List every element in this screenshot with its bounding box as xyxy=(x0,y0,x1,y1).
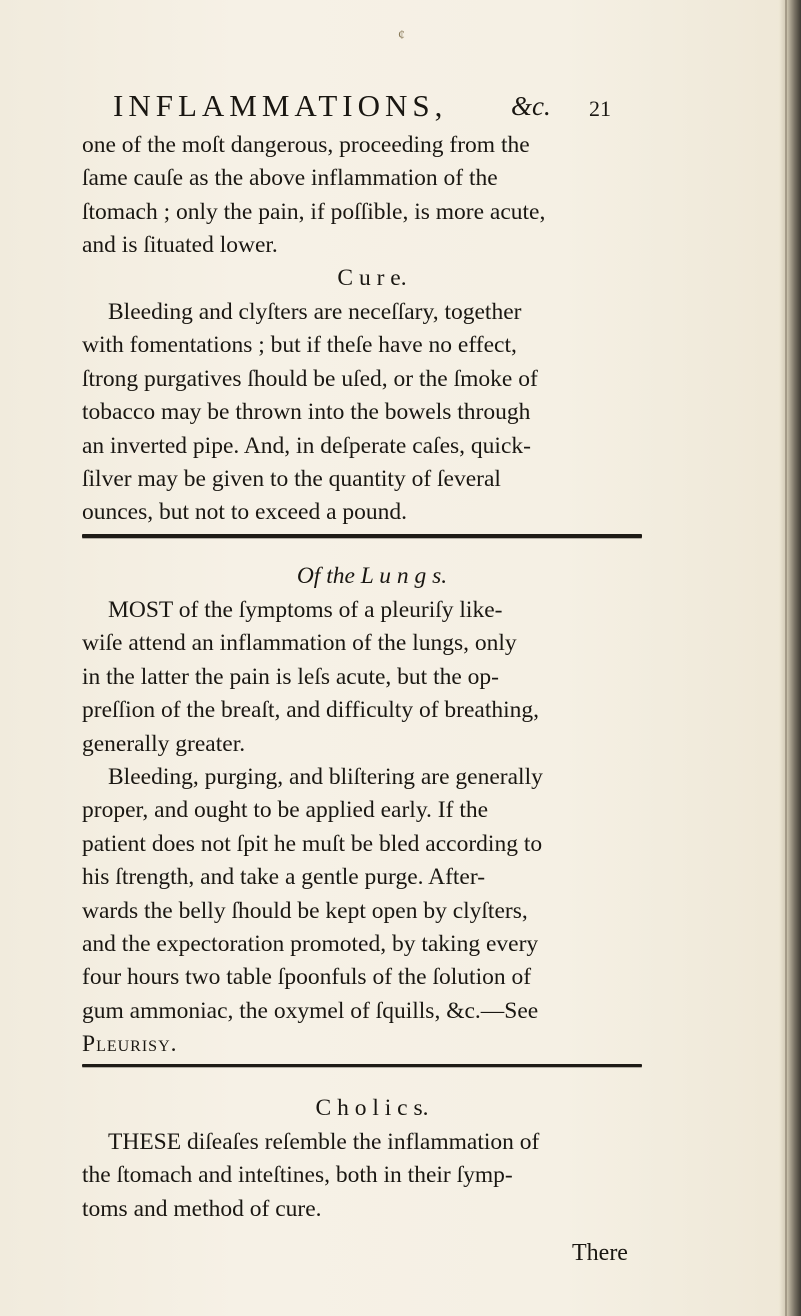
section-heading-cholics: C h o l i c s. xyxy=(315,1095,429,1121)
text-line: ſame cauſe as the above inflammation of the xyxy=(82,165,498,192)
cholics-heading-block xyxy=(82,1092,662,1125)
text-line: and is ſituated lower. xyxy=(82,232,278,259)
text-line: his ſtrength, and take a gentle purge. After- xyxy=(82,864,486,891)
text-line: patient does not ſpit he muſt be bled according to xyxy=(82,830,543,857)
text-line: toms and method of cure. xyxy=(82,1195,322,1222)
running-head xyxy=(113,86,633,126)
running-etc: &c. xyxy=(511,91,551,121)
text-line: one of the moſt dangerous, proceeding from the xyxy=(82,132,530,158)
text-line: generally greater. xyxy=(82,730,246,757)
text-line: ounces, but not to exceed a pound. xyxy=(82,499,407,526)
text-line: an inverted pipe. And, in deſperate caſes, quick- xyxy=(82,432,531,459)
text-line: gum ammoniac, the oxymel of ſquills, &c.—See xyxy=(82,997,539,1024)
top-mark: ¢ xyxy=(398,28,405,43)
text-line: Bleeding and clyſters are neceſſary, together xyxy=(108,299,522,325)
page-edge-shadow xyxy=(779,0,801,1316)
text-line: THESE diſeaſes reſemble the inflammation of xyxy=(108,1129,540,1155)
text-line: Bleeding, purging, and bliſtering are generally xyxy=(108,763,543,790)
lungs-paragraph xyxy=(82,594,662,1061)
text-line: ſtomach ; only the pain, if poſſible, is more acute, xyxy=(82,198,546,225)
page-number: 21 xyxy=(589,96,611,121)
text-line: proper, and ought to be applied early. If the xyxy=(82,797,489,824)
text-line: ſtrong purgatives ſhould be uſed, or the ſmoke of xyxy=(82,365,538,392)
text-line: the ſtomach and inteſtines, both in their ſymp- xyxy=(82,1162,513,1189)
text-line: Pleurisy. xyxy=(82,1031,178,1058)
section-divider xyxy=(82,534,642,538)
section-heading-cure: C u r e. xyxy=(337,265,407,291)
text-line: wards the belly ſhould be kept open by clyſters, xyxy=(82,897,528,924)
opening-paragraph xyxy=(82,129,662,263)
section-divider xyxy=(82,1064,642,1067)
cure-paragraph xyxy=(82,296,662,530)
cholics-paragraph xyxy=(82,1126,662,1226)
text-line: preſſion of the breaſt, and difficulty of breathing, xyxy=(82,697,540,724)
text-line: tobacco may be thrown into the bowels through xyxy=(82,399,531,426)
text-line: with fomentations ; but if theſe have no effect, xyxy=(82,332,517,359)
catchword: There xyxy=(572,1240,628,1266)
lungs-heading-block xyxy=(82,560,662,593)
running-title: INFLAMMATIONS, xyxy=(113,88,448,123)
text-line: in the latter the pain is leſs acute, but the op- xyxy=(82,663,499,690)
text-line: and the expectoration promoted, by taking every xyxy=(82,930,539,957)
text-line: ſilver may be given to the quantity of ſeveral xyxy=(82,465,501,492)
text-line: wiſe attend an inflammation of the lungs, only xyxy=(82,630,517,657)
text-line: four hours two table ſpoonfuls of the ſolution of xyxy=(82,964,532,991)
section-heading-lungs: Of the L u n g s. xyxy=(296,563,448,589)
text-line: MOST of the ſymptoms of a pleuriſy like- xyxy=(108,597,503,623)
cure-heading-block xyxy=(82,262,662,295)
